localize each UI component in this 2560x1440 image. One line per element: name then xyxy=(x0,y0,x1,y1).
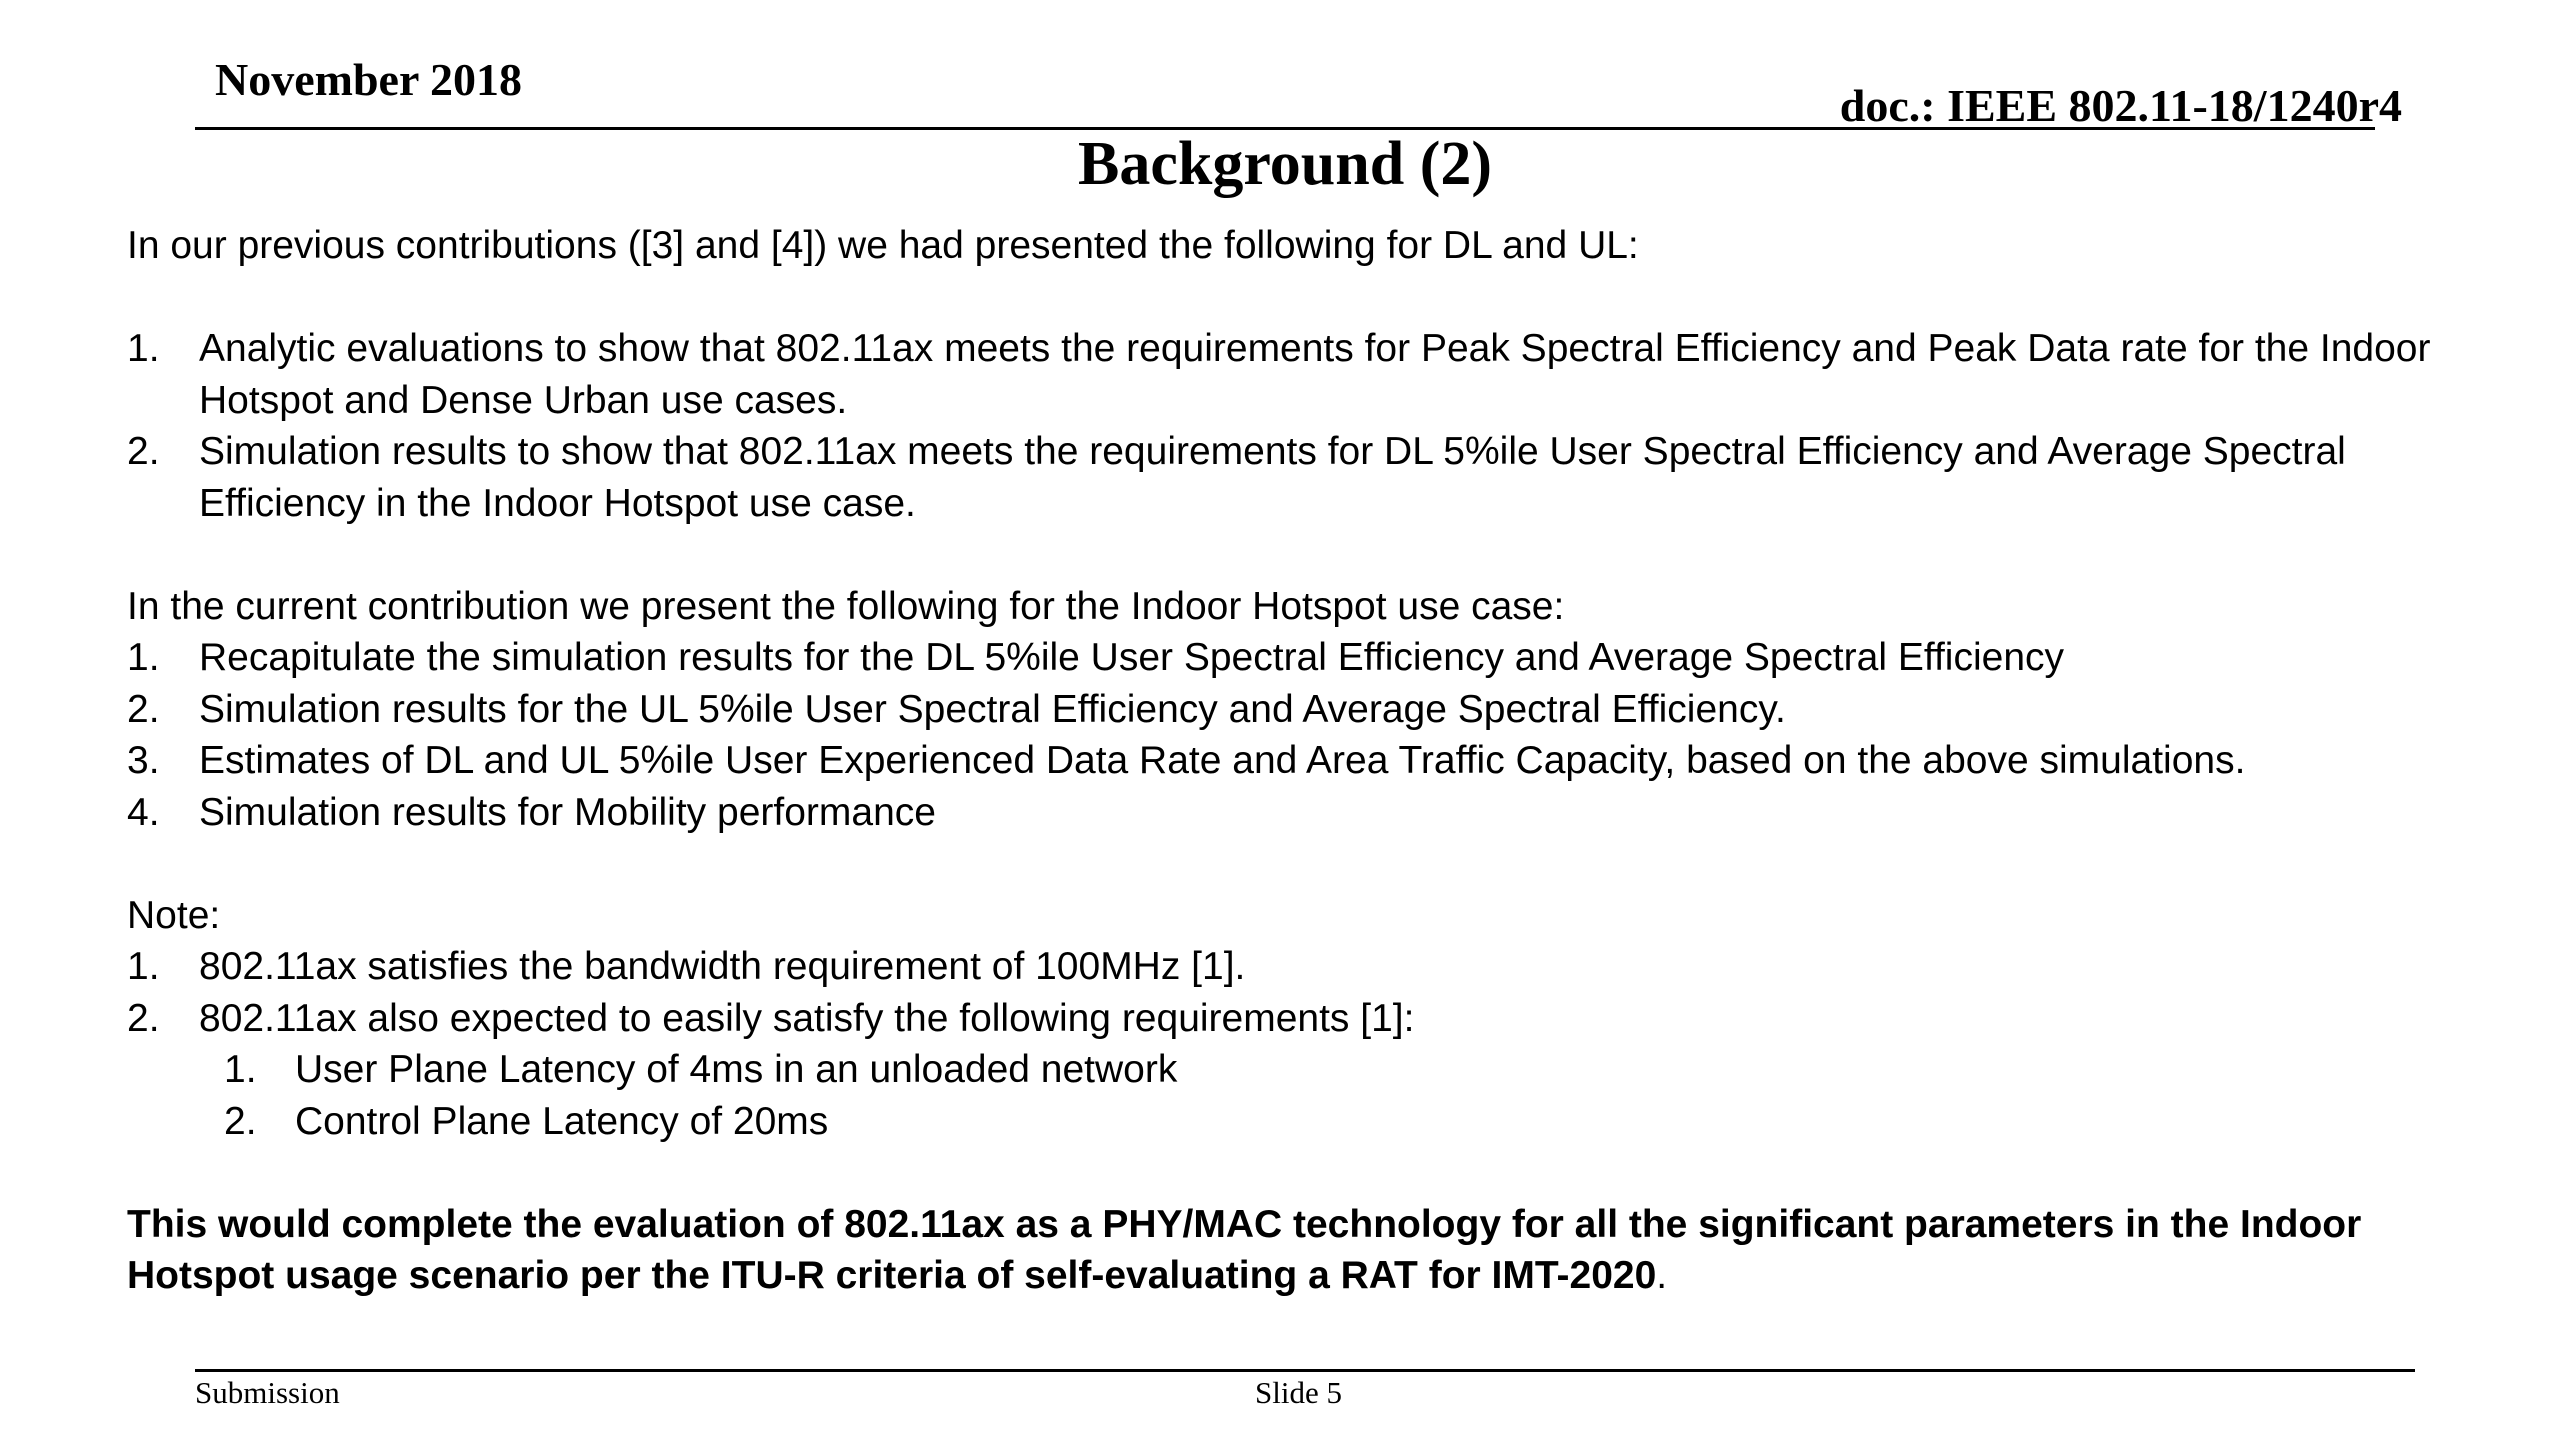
sub-list-item xyxy=(127,1044,2507,1096)
note-label: Note: xyxy=(127,893,221,937)
list-item xyxy=(127,941,2507,993)
list-number: 1. xyxy=(127,327,160,370)
list-number: 3. xyxy=(127,739,160,782)
current-intro-paragraph: In the current contribution we present the following for the Indoor Hotspot use case: xyxy=(127,584,1565,628)
list-item xyxy=(127,426,2507,529)
list-item xyxy=(127,323,2507,426)
list-number: 1. xyxy=(127,636,160,679)
list-item-text: Control Plane Latency of 20ms xyxy=(295,1099,829,1143)
footer-divider xyxy=(195,1369,2415,1372)
list-item-text: 802.11ax also expected to easily satisfy the following requirements [1]: xyxy=(199,996,1415,1040)
list-number: 4. xyxy=(127,790,160,834)
list-number: 2. xyxy=(127,996,160,1040)
list-item xyxy=(127,787,2507,839)
list-item-text: 802.11ax satisfies the bandwidth requirement of 100MHz [1]. xyxy=(199,945,1246,988)
closing-statement xyxy=(127,1199,2507,1302)
list-item-text: Simulation results for Mobility performance xyxy=(199,790,936,834)
sub-list-item xyxy=(127,1096,2507,1148)
list-item-text: Recapitulate the simulation results for the DL 5%ile User Spectral Efficiency and Average Spectral Efficiency xyxy=(199,636,2065,679)
list-item xyxy=(127,735,2507,787)
footer-submission: Submission xyxy=(195,1375,340,1410)
note-list xyxy=(127,941,2507,1147)
list-number: 2. xyxy=(127,430,160,473)
list-item xyxy=(127,684,2507,736)
list-number: 1. xyxy=(224,1048,257,1091)
list-number: 1. xyxy=(127,945,160,988)
list-item-text: Simulation results to show that 802.11ax meets the requirements for DL 5%ile User Spectral Efficiency and Average Spectral Efficiency in the Indoor Hotspot use case. xyxy=(199,430,2346,525)
list-item-text: Simulation results for the UL 5%ile User Spectral Efficiency and Average Spectral Efficiency. xyxy=(199,687,1786,731)
list-number: 2. xyxy=(127,687,160,731)
list-item-text: Analytic evaluations to show that 802.11ax meets the requirements for Peak Spectral Efficiency and Peak Data rate for the Indoor Hotspot and Dense Urban use cases. xyxy=(199,327,2431,422)
current-contribution-list xyxy=(127,632,2507,838)
list-item xyxy=(127,632,2507,684)
intro-paragraph: In our previous contributions ([3] and [4]) we had presented the following for DL and UL: xyxy=(127,224,1639,267)
list-number: 2. xyxy=(224,1099,257,1143)
header-doc-id: doc.: IEEE 802.11-18/1240r4 xyxy=(1839,80,2402,131)
list-item xyxy=(127,993,2507,1045)
closing-period: . xyxy=(1656,1254,1668,1297)
footer-slide-number: Slide 5 xyxy=(1255,1375,1342,1410)
closing-bold-text: This would complete the evaluation of 802.11ax as a PHY/MAC technology for all the significant parameters in the Indoor Hotspot usage scenario per the ITU-R criteria of self-evaluating a RAT for IMT-2020 xyxy=(127,1202,2362,1297)
slide-title: Background (2) xyxy=(1078,130,1492,198)
previous-contributions-list xyxy=(127,323,2507,529)
list-item-text: Estimates of DL and UL 5%ile User Experienced Data Rate and Area Traffic Capacity, based on the above simulations. xyxy=(199,739,2246,782)
list-item-text: User Plane Latency of 4ms in an unloaded network xyxy=(295,1048,1178,1091)
header-date: November 2018 xyxy=(215,54,523,105)
slide-body xyxy=(127,220,2507,1302)
